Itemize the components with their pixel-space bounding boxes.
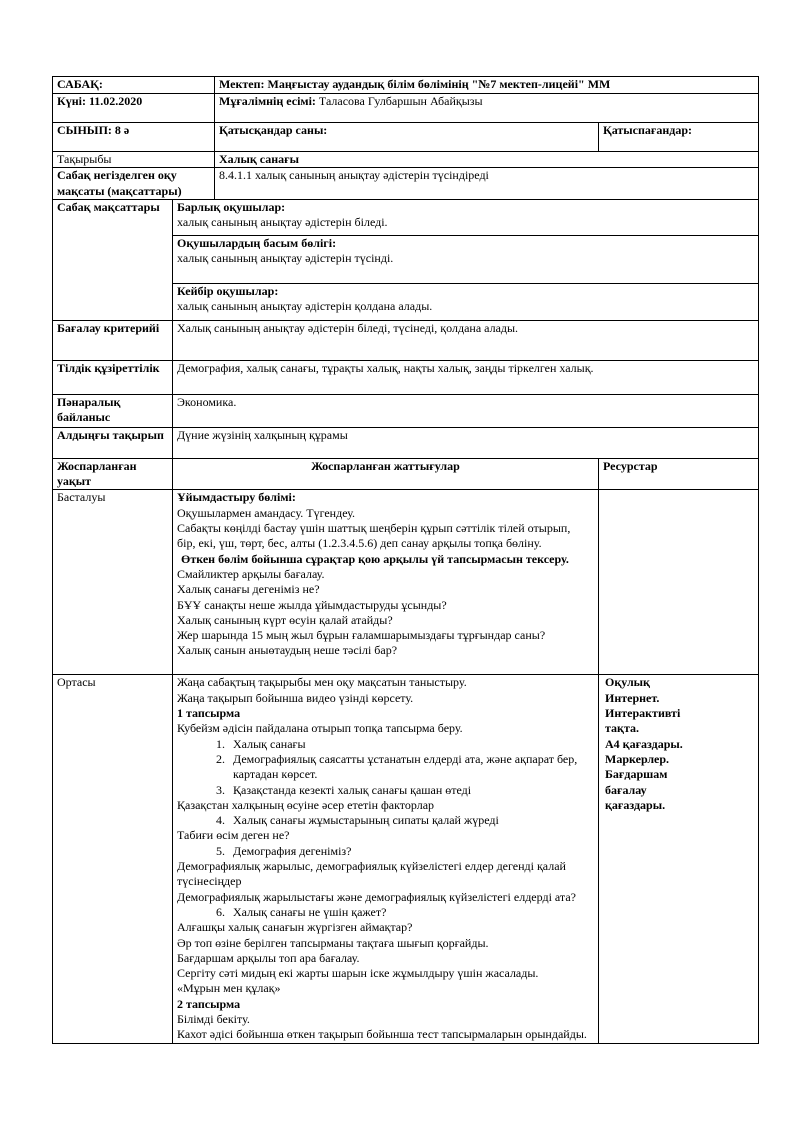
resource-item: Оқулық	[605, 675, 650, 690]
topic-label: Тақырыбы	[53, 152, 215, 168]
plan-activities-header: Жоспарланған жаттығулар	[173, 458, 599, 490]
middle-line: Жаңа тақырып бойынша видео үзінді көрсету.	[177, 690, 414, 705]
resource-item: Бағдаршам	[605, 767, 668, 782]
criteria-label: Бағалау критерийі	[53, 320, 173, 360]
absent-count: Қатыспағандар:	[599, 123, 759, 152]
objective-row	[53, 168, 759, 200]
resource-item: қағаздары.	[605, 797, 666, 812]
task-heading: 1 тапсырма	[177, 706, 241, 721]
list-item	[177, 737, 594, 752]
topic-value: Халық санағы	[215, 152, 759, 168]
middle-line: Әр топ өзіне берілген тапсырманы тақтаға шығып қорғайды.	[177, 935, 489, 950]
plan-time-header: Жоспарланған уақыт	[53, 458, 173, 490]
teacher-label: Мұғалімнің есімі:	[219, 94, 316, 108]
resource-item: бағалау	[605, 782, 647, 797]
criteria-value: Халық санының анықтау әдістерін біледі, түсінеді, қолдана алады.	[173, 320, 759, 360]
list-number: 5.	[216, 843, 225, 858]
start-resources	[599, 490, 759, 675]
start-line: Халық санының күрт өсуін қалай атайды?	[177, 612, 393, 627]
list-text: Демография дегеніміз?	[233, 843, 352, 858]
middle-line: Жаңа сабақтың тақырыбы мен оқу мақсатын таныстыру.	[177, 675, 467, 690]
resource-item: Маркерлер.	[605, 751, 670, 766]
task-heading: 2 тапсырма	[177, 996, 241, 1011]
resource-item: А4 қағаздары.	[605, 736, 683, 751]
middle-section-row	[53, 675, 759, 1043]
language-row	[53, 360, 759, 394]
list-text-continued: картадан көрсет.	[233, 767, 318, 782]
goal-most	[173, 235, 759, 283]
middle-line: Табиғи өсім деген не?	[177, 828, 290, 843]
language-label: Тілдік құзіреттілік	[53, 360, 173, 394]
list-item	[177, 844, 594, 859]
middle-line: Сергіту сәті мидың екі жарты шарын іске жұмылдыру үшін жасалады.	[177, 966, 539, 981]
goal-some-text: халық санының анықтау әдістерін қолдана алады.	[177, 299, 433, 314]
list-text: Халық санағы	[233, 736, 306, 751]
start-line: Сабақты көңілді бастау үшін шаттық шеңберін құрып сәттілік тілей отырып,	[177, 521, 571, 536]
middle-line: Алғашқы халық санағын жүргізген аймақтар?	[177, 920, 413, 935]
cross-row	[53, 394, 759, 427]
lesson-label: САБАҚ:	[53, 77, 215, 94]
teacher-cell	[215, 94, 759, 123]
list-number: 4.	[216, 813, 225, 828]
header-row-school	[53, 77, 759, 94]
present-count: Қатысқандар саны:	[215, 123, 599, 152]
list-number: 1.	[216, 736, 225, 751]
list-number: 6.	[216, 904, 225, 919]
list-text: Халық санағы не үшін қажет?	[233, 904, 387, 919]
middle-line: Бағдаршам арқылы топ ара бағалау.	[177, 950, 360, 965]
middle-line: Демографиялық жарылыстағы және демографиялық күйзелістегі елдерді ата?	[177, 889, 576, 904]
start-line: Оқушылармен амандасу. Түгендеу.	[177, 505, 356, 520]
school-name: Мектеп: Маңғыстау аудандық білім бөлімінің "№7 мектеп-лицейі" ММ	[215, 77, 759, 94]
prev-topic-label: Алдыңғы тақырып	[53, 427, 173, 458]
middle-line: «Мұрын мен құлақ»	[177, 981, 281, 996]
language-value: Демография, халық санағы, тұрақты халық, нақты халық, заңды тіркелген халық.	[173, 360, 759, 394]
list-text: Қазақстанда кезекті халық санағы қашан өтеді	[233, 782, 472, 797]
cross-value: Экономика.	[173, 394, 759, 427]
teacher-name: Таласова Гулбаршын Абайқызы	[315, 94, 483, 108]
middle-line: Қазақстан халқының өсуіне әсер ететін факторлар	[177, 797, 435, 812]
class-label: СЫНЫП: 8 ә	[53, 123, 215, 152]
start-activities	[173, 490, 599, 675]
middle-line: түсінесіңдер	[177, 874, 242, 889]
header-row-class	[53, 123, 759, 152]
middle-stage: Ортасы	[53, 675, 173, 1043]
lesson-date: Күні: 11.02.2020	[53, 94, 215, 123]
prev-topic-row	[53, 427, 759, 458]
list-number: 3.	[216, 782, 225, 797]
goal-some-head: Кейбір оқушылар:	[177, 283, 279, 298]
resource-item: тақта.	[605, 721, 639, 736]
list-text: Халық санағы жұмыстарының сипаты қалай жүреді	[233, 813, 499, 828]
start-line: Халық санын аныөтаудың неше тәсілі бар?	[177, 643, 398, 658]
list-item	[177, 752, 594, 767]
goal-most-text: халық санының анықтау әдістерін түсінді.	[177, 251, 394, 266]
list-number: 2.	[216, 751, 225, 766]
goal-all	[173, 199, 759, 235]
start-line: Жер шарында 15 мың жыл бұрын ғаламшарымыздағы тұрғындар саны?	[177, 628, 546, 643]
list-text: Демографиялық саясатты ұстанатын елдерді ата, және ақпарат бер,	[233, 751, 578, 766]
start-line: Ұйымдастыру бөлімі:	[177, 490, 296, 505]
goals-row-all	[53, 199, 759, 235]
list-item	[177, 783, 594, 798]
objective-label: Сабақ негізделген оқу мақсаты (мақсаттары)	[53, 168, 215, 200]
header-row-date	[53, 94, 759, 123]
resource-item: Интернет.	[605, 690, 660, 705]
start-section-row	[53, 490, 759, 675]
plan-resources-header: Ресурстар	[599, 458, 759, 490]
start-line: Смайликтер арқылы бағалау.	[177, 566, 325, 581]
goal-some	[173, 283, 759, 320]
goals-label: Сабақ мақсаттары	[53, 199, 173, 320]
list-item	[177, 905, 594, 920]
lesson-plan-table	[52, 76, 759, 1044]
middle-line: Демографиялық жарылыс, демографиялық күйзелістегі елдер дегенді қалай	[177, 859, 566, 874]
cross-label: Пәнаралық байланыс	[53, 394, 173, 427]
prev-topic-value: Дүние жүзінің халқының құрамы	[173, 427, 759, 458]
middle-resources	[599, 675, 759, 1043]
topic-row	[53, 152, 759, 168]
list-item	[177, 813, 594, 828]
middle-line: Кубейзм әдісін пайдалана отырып топқа тапсырма беру.	[177, 721, 463, 736]
resource-item: Интерактивті	[605, 706, 681, 721]
goal-all-text: халық санының анықтау әдістерін біледі.	[177, 215, 388, 230]
goal-most-head: Оқушылардың басым бөлігі:	[177, 235, 337, 250]
start-line: Халық санағы дегеніміз не?	[177, 582, 320, 597]
middle-activities	[173, 675, 599, 1043]
start-line: БҰҰ санақты неше жылда ұйымдастыруды ұсынды?	[177, 597, 447, 612]
start-line: Өткен бөлім бойынша сұрақтар қою арқылы үй тапсырмасын тексеру.	[181, 551, 569, 566]
middle-line: Кахот әдісі бойынша өткен тақырып бойынша тест тапсырмаларын орындайды.	[177, 1027, 587, 1042]
goal-all-head: Барлық оқушылар:	[177, 199, 286, 214]
start-stage: Басталуы	[53, 490, 173, 675]
objective-value: 8.4.1.1 халық санының анықтау әдістерін түсіндіреді	[215, 168, 759, 200]
criteria-row	[53, 320, 759, 360]
middle-line: Білімді бекіту.	[177, 1012, 250, 1027]
start-line: бір, екі, үш, төрт, бес, алты (1.2.3.4.5.6) деп санау арқылы топқа бөліну.	[177, 536, 542, 551]
plan-header-row	[53, 458, 759, 490]
